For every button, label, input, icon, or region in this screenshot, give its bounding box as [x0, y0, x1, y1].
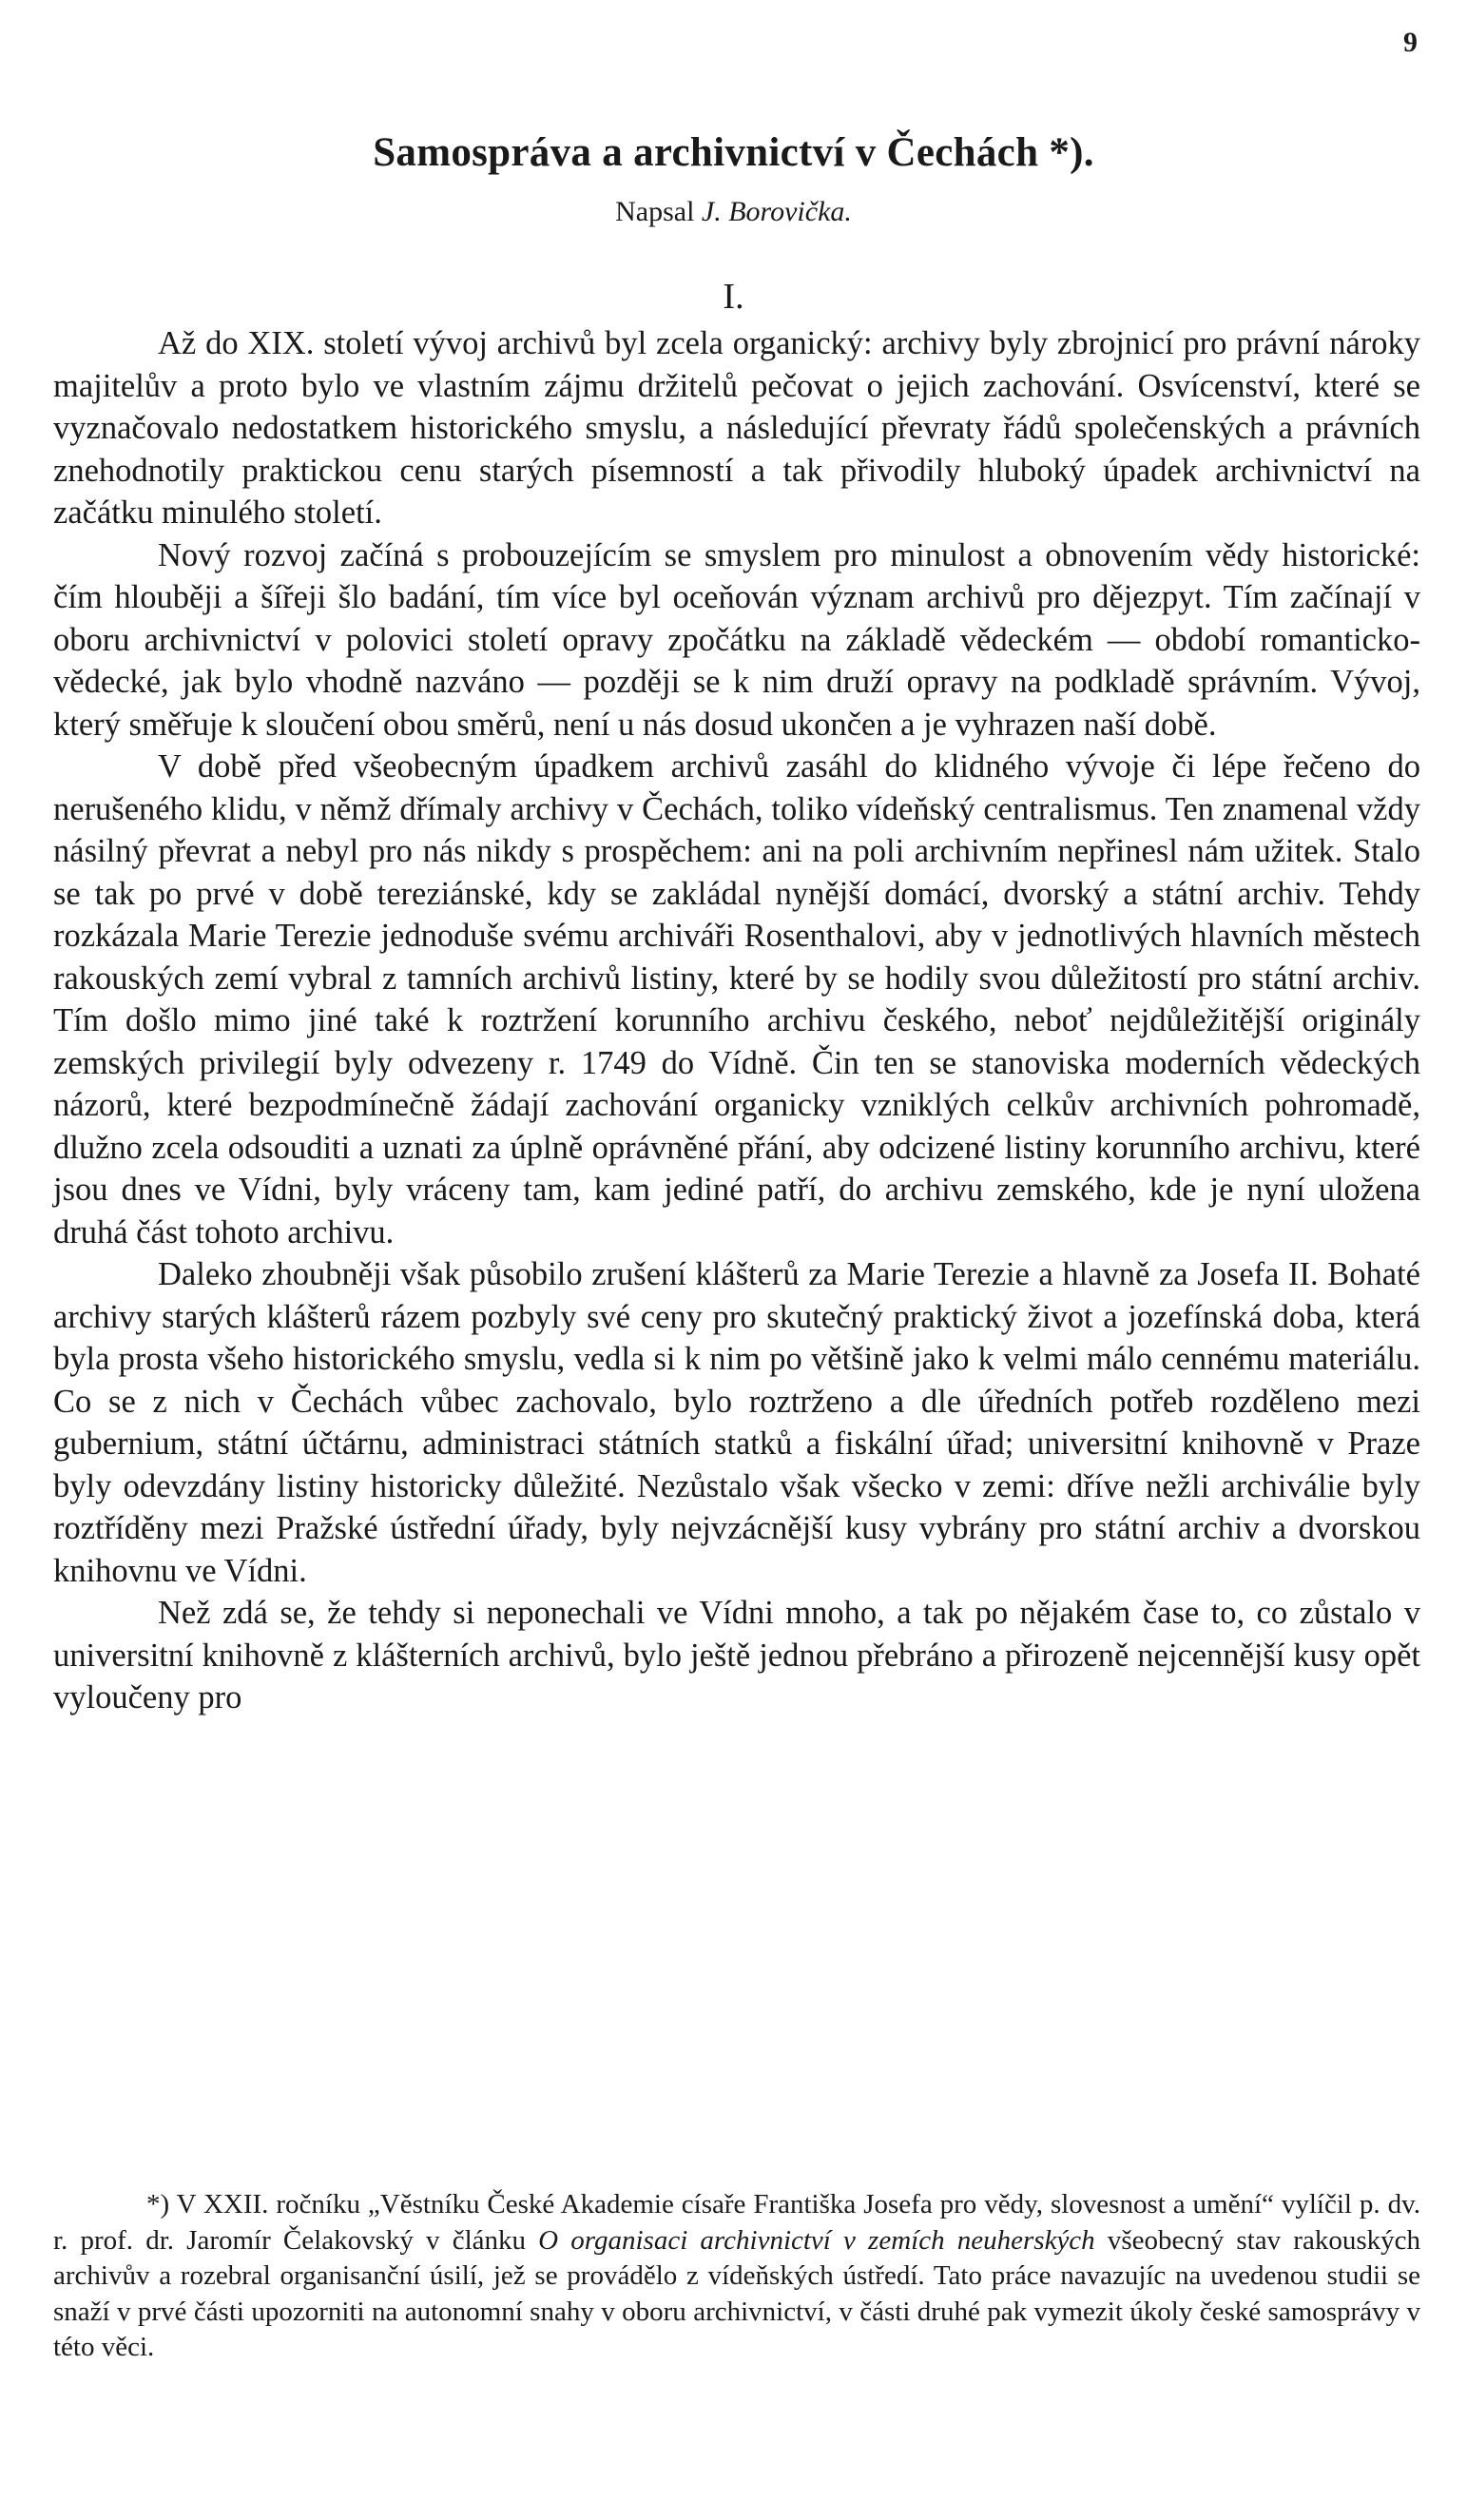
footnote-cited-title: O organisaci archivnictví v zemích neuherských	[538, 2224, 1095, 2256]
footnote	[53, 2187, 1420, 2366]
section-number: I.	[723, 277, 744, 317]
footnote-text-before: *) V XXII. ročníku „Věstníku České Akademie císaře Františka Josefa pro vědy, slovesnost a umění“ vylíčil p. dv. r. prof. dr. Jaromír Čelakovský v článku	[53, 2189, 1420, 2256]
paragraph-4: Daleko zhoubněji však působilo zrušení klášterů za Marie Terezie a hlavně za Josefa II. Bohaté archivy starých klášterů rázem pozbyly své ceny pro skutečný praktický život a jozefínská doba, která byla prosta všeho historického smyslu, vedla si k nim po většině jako k velmi málo cennému materiálu. Co se z nich v Čechách vůbec zachovalo, bylo roztrženo a dle úředních potřeb rozděleno mezi gubernium, státní účtárnu, administraci státních statků a fiskální úřad; universitní knihovně v Praze byly odevzdány listiny historicky důležité. Nezůstalo však všecko v zemi: dříve nežli archiválie byly roztříděny mezi Pražské ústřední úřady, byly nejvzácnější kusy vybrány pro státní archiv a dvorskou knihovnu ve Vídni.	[53, 1256, 1420, 1589]
page-number: 9	[1403, 27, 1418, 58]
footnote-text-after: všeobecný stav rakouských archivův a rozebral organisanční úsilí, jež se provádělo z vídeňských ústředí. Tato práce navazujíc na uvedenou studii se snaží v prvé části upozorniti na autonomní snahy v oboru archivnictví, v části druhé pak vymezit úkoly české samosprávy v této věci.	[53, 2224, 1420, 2362]
byline	[0, 196, 1467, 228]
byline-prefix: Napsal	[615, 196, 695, 227]
article-body	[53, 322, 1420, 1719]
footnote-paragraph	[53, 2187, 1420, 2366]
byline-author: J. Borovička.	[701, 196, 852, 227]
paragraph-5: Než zdá se, že tehdy si neponechali ve Vídni mnoho, a tak po nějakém čase to, co zůstalo v universitní knihovně z klášterních archivů, bylo ještě jednou přebráno a přirozeně nejcennější kusy opět vyloučeny pro	[53, 1595, 1420, 1716]
article-title: Samospráva a archivnictví v Čechách *).	[373, 130, 1094, 175]
paragraph-2: Nový rozvoj začíná s probouzejícím se smyslem pro minulost a obnovením vědy historické: čím hlouběji a šířeji šlo badání, tím více byl oceňován význam archivů pro dějezpyt. Tím začínají v oboru archivnictví v polovici století opravy zpočátku na základě vědeckém — období romanticko-vědecké, jak bylo vhodně nazváno — později se k nim druží opravy na podkladě správním. Vývoj, který směřuje k sloučení obou směrů, není u nás dosud ukončen a je vyhrazen naší době.	[53, 536, 1420, 743]
paragraph-3: V době před všeobecným úpadkem archivů zasáhl do klidného vývoje či lépe řečeno do nerušeného klidu, v němž dřímaly archivy v Čechách, toliko vídeňský centralismus. Ten znamenal vždy násilný převrat a nebyl pro nás nikdy s prospěchem: ani na poli archivním nepřinesl nám užitek. Stalo se tak po prvé v době tereziánské, kdy se zakládal nynější domácí, dvorský a státní archiv. Tehdy rozkázala Marie Terezie jednoduše svému archiváři Rosenthalovi, aby v jednotlivých hlavních městech rakouských zemí vybral z tamních archivů listiny, které by se hodily svou důležitostí pro státní archiv. Tím došlo mimo jiné také k roztržení korunního archivu českého, neboť nejdůležitější originály zemských privilegií byly odvezeny r. 1749 do Vídně. Čin ten se stanoviska moderních vědeckých názorů, které bezpodmínečně žádají zachování organicky vzniklých celkův archivních pohromadě, dlužno zcela odsouditi a uznati za úplně oprávněné přání, aby odcizené listiny korunního archivu, které jsou dnes ve Vídni, byly vráceny tam, kam jediné patří, do archivu zemského, kde je nyní uložena druhá část tohoto archivu.	[53, 748, 1420, 1250]
paragraph-1: Až do XIX. století vývoj archivů byl zcela organický: archivy byly zbrojnicí pro právní nároky majitelův a proto bylo ve vlastním zájmu držitelů pečovat o jejich zachování. Osvícenství, které se vyznačovalo nedostatkem historického smyslu, a následující převraty řádů společenských a právních znehodnotily praktickou cenu starých písemností a tak přivodily hluboký úpadek archivnictví na začátku minulého století.	[53, 325, 1420, 531]
